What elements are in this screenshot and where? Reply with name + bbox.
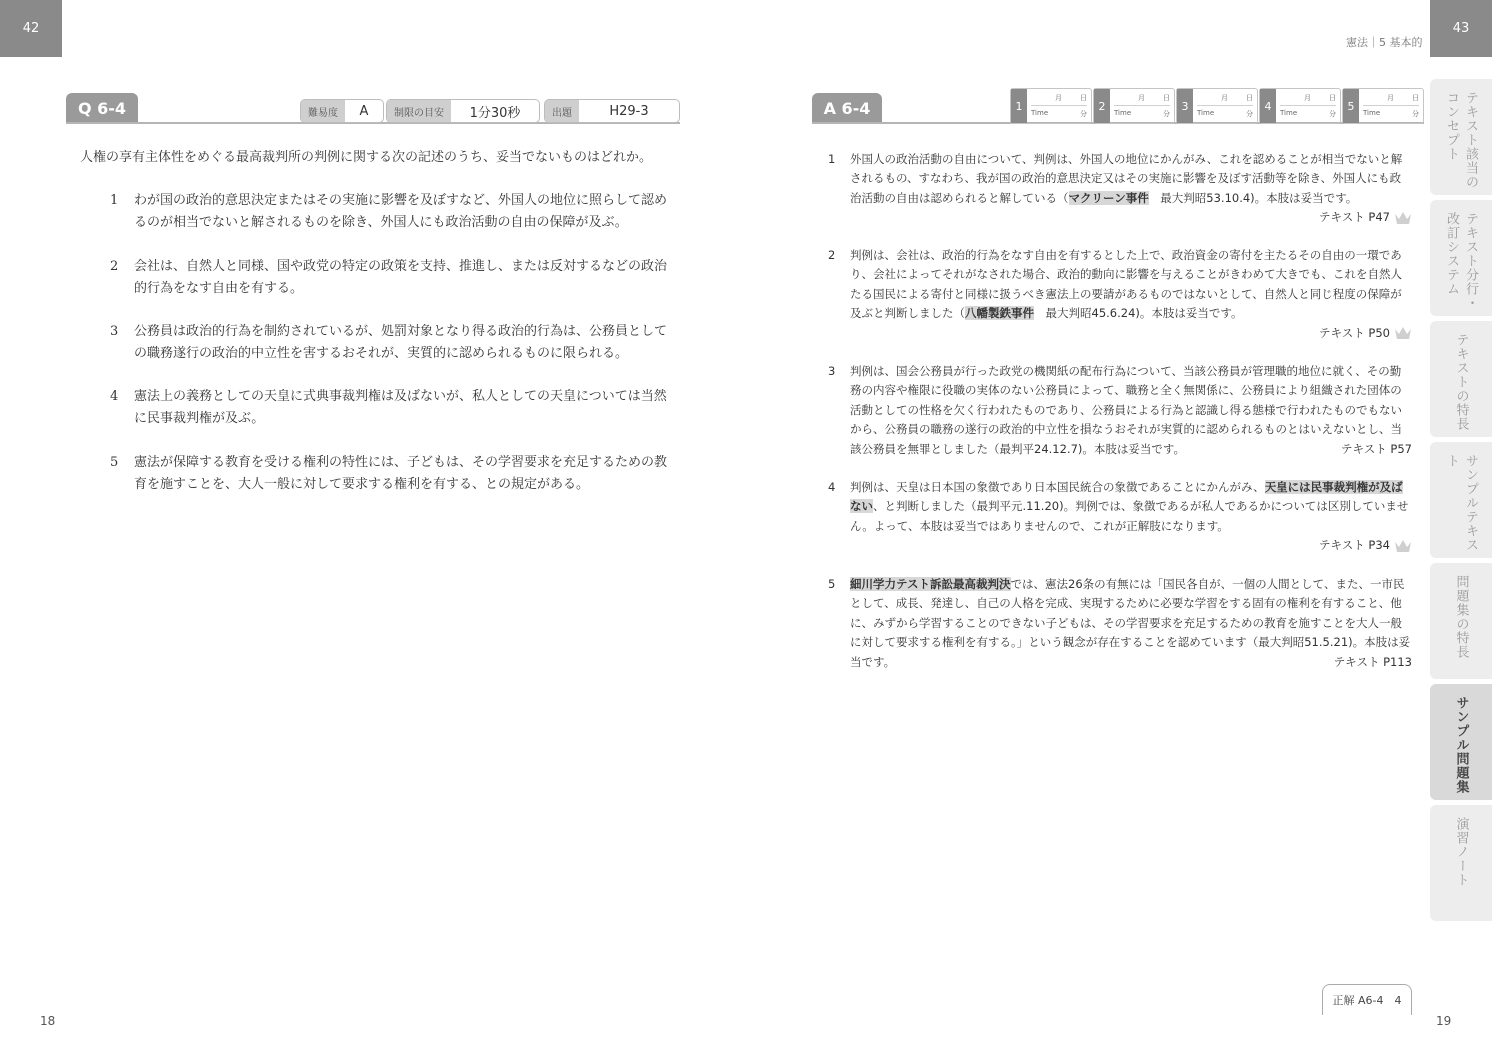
answer-item bbox=[828, 362, 1412, 459]
answer-item bbox=[828, 575, 1412, 672]
item-number: 3 bbox=[110, 324, 119, 339]
holding-highlight: 天皇には民事裁判権が及ばない bbox=[850, 480, 1403, 514]
side-tab-label: テキスト該当のコンセプト bbox=[1444, 91, 1478, 189]
study-schedule-slot bbox=[1259, 88, 1341, 124]
time-label: Time bbox=[1114, 109, 1132, 117]
answer-item bbox=[828, 478, 1412, 556]
minute-label: 分 bbox=[1163, 110, 1170, 118]
day-label: 日 bbox=[1246, 94, 1253, 102]
case-name-highlight: 細川学力テスト訴訟最高裁判決 bbox=[850, 577, 1011, 591]
question-lead: 人権の享有主体性をめぐる最高裁判所の判例に関する次の記述のうち、妥当でないものはどれか。 bbox=[80, 150, 653, 165]
side-tab-concept[interactable] bbox=[1430, 79, 1492, 195]
source-label: 出題 bbox=[545, 100, 579, 122]
text-reference-label: テキスト P47 bbox=[1319, 210, 1390, 225]
right-footer-page-number: 19 bbox=[1436, 1014, 1452, 1028]
month-label: 月 bbox=[1221, 94, 1228, 102]
item-text: 憲法が保障する教育を受ける権利の特性には、子どもは、その学習要求を充足するための教育を施すことを、大人一般に対して要求する権利を有する、との規定がある。 bbox=[134, 455, 668, 492]
study-schedule-slot bbox=[1342, 88, 1424, 124]
question-item bbox=[110, 386, 670, 430]
item-number: 5 bbox=[828, 577, 836, 591]
time-label: Time bbox=[1280, 109, 1298, 117]
answer-text-part: 判例は、会社は、政治的行為をなす自由を有するとした上で、政治資金の寄付を主たるその自由の一環であり、会社によってそれがなされた場合、政治的動向に影響を与えることがきわめて大きでも、これを自然人たる国民による寄付と同様に扱うべき憲法上の要請があるものではないとして、自然人と同じ程度の保障が及ぶと判断しました（ bbox=[850, 248, 1402, 321]
item-text: 会社は、自然人と同様、国や政党の特定の政策を支持、推進し、または反対するなどの政治的行為をなす自由を有する。 bbox=[134, 259, 668, 296]
day-label: 日 bbox=[1412, 94, 1419, 102]
question-item bbox=[110, 256, 670, 300]
item-number: 3 bbox=[828, 364, 836, 378]
answer-item bbox=[828, 150, 1412, 228]
answer-id-tab bbox=[812, 93, 882, 123]
item-number: 4 bbox=[828, 480, 836, 494]
text-reference bbox=[828, 653, 1412, 672]
time-limit-box bbox=[386, 99, 540, 123]
right-page-number: 43 bbox=[1452, 21, 1470, 36]
item-number: 5 bbox=[110, 455, 119, 470]
item-number: 4 bbox=[110, 389, 119, 404]
side-tab-label: テキスト分行・改訂システム bbox=[1444, 212, 1478, 310]
answer-text-part: 判例は、天皇は日本国の象徴であり日本国民統合の象徴であることにかんがみ、 bbox=[850, 480, 1265, 494]
crown-icon bbox=[1394, 539, 1412, 553]
source-box bbox=[544, 99, 680, 123]
answer-text-part: では、憲法26条の有無には「国民各自が、一個の人間として、また、一市民として、成長、発達し、自己の人格を完成、実現するために必要な学習をする固有の権利を有すること、他に、みずから学習することのできない子どもは、その学習要求を充足するための教育を施すことを大人一般に対して要求する権利を有する。」という観念が存在することを認めています（最大判昭51.5.21)。本肢は妥当です。 bbox=[850, 577, 1411, 669]
study-schedule-slot bbox=[1093, 88, 1175, 124]
left-page-number-tab bbox=[0, 0, 62, 57]
answer-text-part: 最大判昭53.10.4)。本肢は妥当です。 bbox=[1148, 190, 1358, 205]
text-reference-label: テキスト P50 bbox=[1319, 325, 1390, 340]
side-tab-text-features[interactable] bbox=[1430, 321, 1492, 437]
minute-label: 分 bbox=[1329, 110, 1336, 118]
question-id-tab bbox=[66, 93, 138, 123]
item-number: 2 bbox=[828, 248, 836, 262]
left-page-number: 42 bbox=[22, 21, 40, 36]
crown-icon bbox=[1394, 211, 1412, 225]
source-value: H29-3 bbox=[609, 103, 649, 119]
text-reference-label: テキスト P113 bbox=[1333, 655, 1412, 670]
answer-text bbox=[850, 478, 1412, 536]
answer-text-part: 最大判昭45.6.24)。本肢は妥当です。 bbox=[1034, 306, 1243, 321]
side-tab-sample-text[interactable] bbox=[1430, 442, 1492, 558]
left-footer-page-number: 18 bbox=[40, 1014, 56, 1028]
answer-item bbox=[828, 246, 1412, 343]
minute-label: 分 bbox=[1080, 110, 1087, 118]
time-label: Time bbox=[1031, 109, 1049, 117]
text-reference-label: テキスト P34 bbox=[1319, 538, 1390, 553]
day-label: 日 bbox=[1080, 94, 1087, 102]
day-label: 日 bbox=[1329, 94, 1336, 102]
question-id: Q 6-4 bbox=[77, 98, 127, 118]
side-tab-label: サンプルテキスト bbox=[1444, 454, 1478, 552]
item-text: 公務員は政治的行為を制約されているが、処罰対象となり得る政治的行為は、公務員としての職務遂行の政治的中立性を害するおそれが、実質的に認められるものに限られる。 bbox=[134, 324, 668, 361]
difficulty-box bbox=[300, 99, 384, 123]
month-label: 月 bbox=[1055, 94, 1062, 102]
day-label: 日 bbox=[1163, 94, 1170, 102]
slot-number: 1 bbox=[1011, 89, 1027, 123]
item-number: 1 bbox=[110, 193, 119, 208]
text-reference bbox=[828, 324, 1412, 343]
side-tab-sample-problems[interactable] bbox=[1430, 684, 1492, 800]
answer-text-part: 外国人の政治活動の自由について、判例は、外国人の地位にかんがみ、これを認めることが相当でないと解されるもの、すなわち、我が国の政治的意思決定又はその実施に影響を及ぼす活動等を除き、外国人にも政治活動の自由は認められると解している（ bbox=[850, 152, 1403, 205]
study-schedule-slot bbox=[1176, 88, 1258, 124]
item-text: 憲法上の義務としての天皇に式典事裁判権は及ばないが、私人としての天皇については当然に民事裁判権が及ぶ。 bbox=[134, 389, 667, 426]
study-schedule-slot bbox=[1010, 88, 1092, 124]
text-reference bbox=[828, 208, 1412, 227]
chapter-header: 憲法｜5 基本的 bbox=[1346, 36, 1423, 49]
answer-text bbox=[850, 150, 1412, 208]
side-tab-label: 演習ノート bbox=[1453, 817, 1469, 887]
time-limit-label: 制限の目安 bbox=[387, 100, 451, 122]
answer-text-part: 判例は、国会公務員が行った政党の機関紙の配布行為について、当該公務員が管理職的地位に就く、その勤務の内容や権限に役職の実体のない公務員によって、職務と全く無関係に、公務員により組織された団体の活動としての性格を欠く行われたものであり、公務員による行為と認識し得る態様で行われたものでもないから、公務員の職務の遂行の政治的中立性を損なうおそれが実質的に認められるものとはいえないとし、当該公務員を無罪としました（最判平24.12.7)。本肢は妥当です。 bbox=[850, 364, 1402, 456]
time-label: Time bbox=[1363, 109, 1381, 117]
question-item bbox=[110, 321, 670, 365]
difficulty-label: 難易度 bbox=[301, 100, 345, 122]
correct-answer-box: 正解 A6-4 4 bbox=[1322, 984, 1412, 1015]
item-number: 2 bbox=[110, 259, 119, 274]
text-reference bbox=[828, 536, 1412, 555]
slot-number: 5 bbox=[1343, 89, 1359, 123]
item-text: わが国の政治的意思決定またはその実施に影響を及ぼすなど、外国人の地位に照らして認めるのが相当でないと解されるものを除き、外国人にも政治活動の自由の保障が及ぶ。 bbox=[134, 193, 668, 230]
crown-icon bbox=[1394, 326, 1412, 340]
case-name-highlight: マクリーン事件 bbox=[1068, 190, 1149, 205]
side-tab-revision-system[interactable] bbox=[1430, 200, 1492, 316]
answer-text-part: 、と判断しました（最判平元.11.20)。判例では、象徴であるが私人であるかについては区別していません。よって、本肢は妥当ではありませんので、これが正解肢になります。 bbox=[850, 499, 1409, 533]
side-tab-label: サンプル問題集 bbox=[1453, 696, 1469, 794]
minute-label: 分 bbox=[1246, 110, 1253, 118]
time-label: Time bbox=[1197, 109, 1215, 117]
side-tab-label: 問題集の特長 bbox=[1453, 575, 1469, 659]
side-tab-label: テキストの特長 bbox=[1453, 333, 1469, 431]
slot-number: 2 bbox=[1094, 89, 1110, 123]
right-page-number-tab bbox=[1430, 0, 1492, 57]
item-number: 1 bbox=[828, 152, 836, 166]
answer-id: A 6-4 bbox=[823, 98, 871, 118]
month-label: 月 bbox=[1138, 94, 1145, 102]
side-tab-problem-features[interactable] bbox=[1430, 563, 1492, 679]
question-item bbox=[110, 190, 670, 234]
slot-number: 3 bbox=[1177, 89, 1193, 123]
text-reference-label: テキスト P57 bbox=[1341, 442, 1412, 457]
answer-text bbox=[850, 246, 1412, 324]
slot-number: 4 bbox=[1260, 89, 1276, 123]
month-label: 月 bbox=[1304, 94, 1311, 102]
question-item bbox=[110, 452, 670, 496]
difficulty-value: A bbox=[359, 103, 369, 119]
case-name-highlight: 八幡製鉄事件 bbox=[965, 306, 1034, 321]
side-tab-practice-notes[interactable] bbox=[1430, 805, 1492, 921]
minute-label: 分 bbox=[1412, 110, 1419, 118]
time-limit-value: 1分30秒 bbox=[469, 105, 521, 121]
month-label: 月 bbox=[1387, 94, 1394, 102]
